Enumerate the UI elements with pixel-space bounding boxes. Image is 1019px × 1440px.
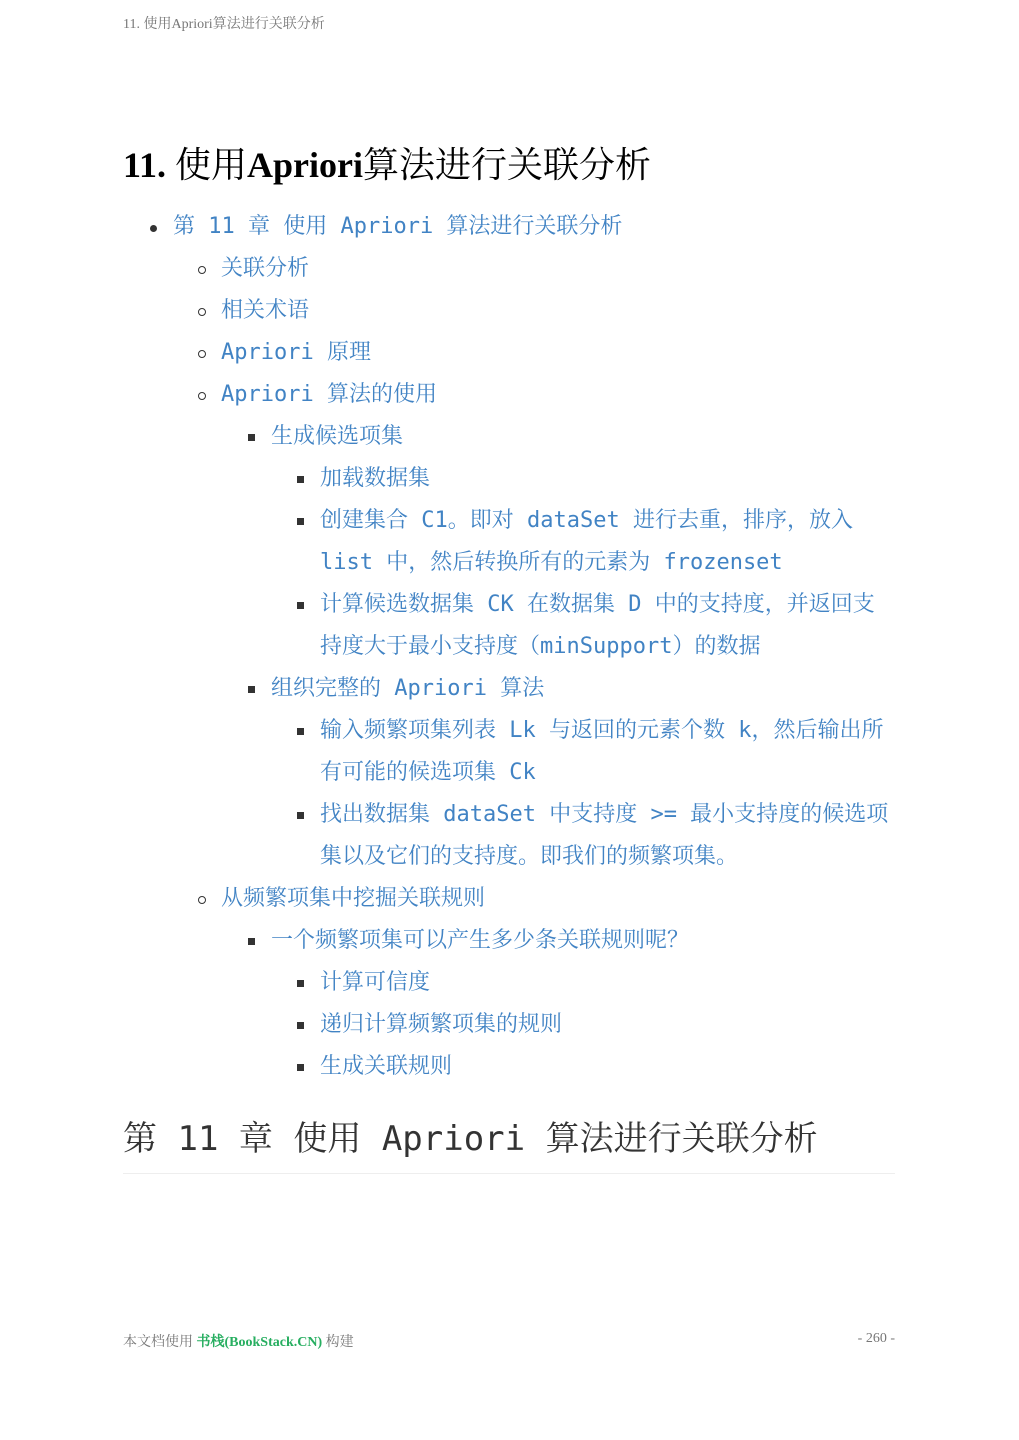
toc-link-confidence[interactable]: 计算可信度 [320,970,431,995]
circle-bullet-icon [198,308,206,316]
toc-link-terms[interactable]: 相关术语 [221,298,310,323]
footer-suffix: 构建 [322,1335,354,1350]
toc-link-create-c1[interactable]: 创建集合 C1。即对 dataSet 进行去重，排序，放入 list 中，然后转换所有的元素为 frozenset [320,508,853,575]
bookstack-link[interactable]: 书栈(BookStack.CN) [196,1335,323,1350]
toc-link-input-lk[interactable]: 输入频繁项集列表 Lk 与返回的元素个数 k，然后输出所有可能的候选项集 Ck [320,718,884,785]
square-bullet-icon [297,728,304,735]
footer-prefix: 本文档使用 [123,1335,197,1350]
toc-link-find-frequent[interactable]: 找出数据集 dataSet 中支持度 >= 最小支持度的候选项集以及它们的支持度。即我们的频繁项集。 [320,802,889,869]
chapter-title-suffix: 算法进行关联分析 [363,145,652,185]
table-of-contents [123,206,895,1088]
toc-item [123,290,895,332]
square-bullet-icon [248,686,255,693]
square-bullet-icon [297,1022,304,1029]
square-bullet-icon [248,938,255,945]
chapter-title-prefix: 使用 [175,145,248,185]
toc-link-full-algorithm[interactable]: 组织完整的 Apriori 算法 [271,676,545,701]
toc-link-root[interactable]: 第 11 章 使用 Apriori 算法进行关联分析 [173,214,623,239]
square-bullet-icon [297,812,304,819]
circle-bullet-icon [198,392,206,400]
running-header: 11. 使用Apriori算法进行关联分析 [123,17,325,32]
square-bullet-icon [297,980,304,987]
toc-link-usage[interactable]: Apriori 算法的使用 [221,382,437,407]
toc-item [123,1046,895,1088]
toc-item [123,920,895,962]
toc-link-recursive-rules[interactable]: 递归计算频繁项集的规则 [320,1012,563,1037]
toc-item [123,416,895,458]
toc-link-how-many-rules[interactable]: 一个频繁项集可以产生多少条关联规则呢？ [271,928,690,953]
toc-link-association-analysis[interactable]: 关联分析 [221,256,310,281]
toc-item [123,500,895,584]
toc-item [123,374,895,416]
toc-item [123,1004,895,1046]
section-title: 第 11 章 使用 Apriori 算法进行关联分析 [123,1115,895,1174]
toc-link-mine-rules[interactable]: 从频繁项集中挖掘关联规则 [221,886,486,911]
square-bullet-icon [248,434,255,441]
circle-bullet-icon [198,896,206,904]
circle-bullet-icon [198,266,206,274]
chapter-title [123,142,651,188]
disc-bullet-icon [150,225,157,232]
toc-item [123,332,895,374]
toc-link-gen-rules[interactable]: 生成关联规则 [320,1054,453,1079]
square-bullet-icon [297,476,304,483]
square-bullet-icon [297,518,304,525]
circle-bullet-icon [198,350,206,358]
toc-item [123,794,895,878]
square-bullet-icon [297,1064,304,1071]
toc-item [123,584,895,668]
chapter-number: 11. [123,145,167,185]
toc-item [123,206,895,248]
toc-item [123,668,895,710]
chapter-title-term: Apriori [247,145,364,185]
toc-link-load-dataset[interactable]: 加载数据集 [320,466,431,491]
toc-link-gen-candidates[interactable]: 生成候选项集 [271,424,404,449]
toc-item [123,962,895,1004]
footer-credit [123,1331,354,1351]
toc-item [123,248,895,290]
toc-item [123,878,895,920]
toc-item [123,710,895,794]
toc-item [123,458,895,500]
page-number: - 260 - [857,1331,895,1346]
toc-link-calc-support[interactable]: 计算候选数据集 CK 在数据集 D 中的支持度，并返回支持度大于最小支持度（minSupport）的数据 [320,592,875,659]
square-bullet-icon [297,602,304,609]
toc-link-principle[interactable]: Apriori 原理 [221,340,371,365]
